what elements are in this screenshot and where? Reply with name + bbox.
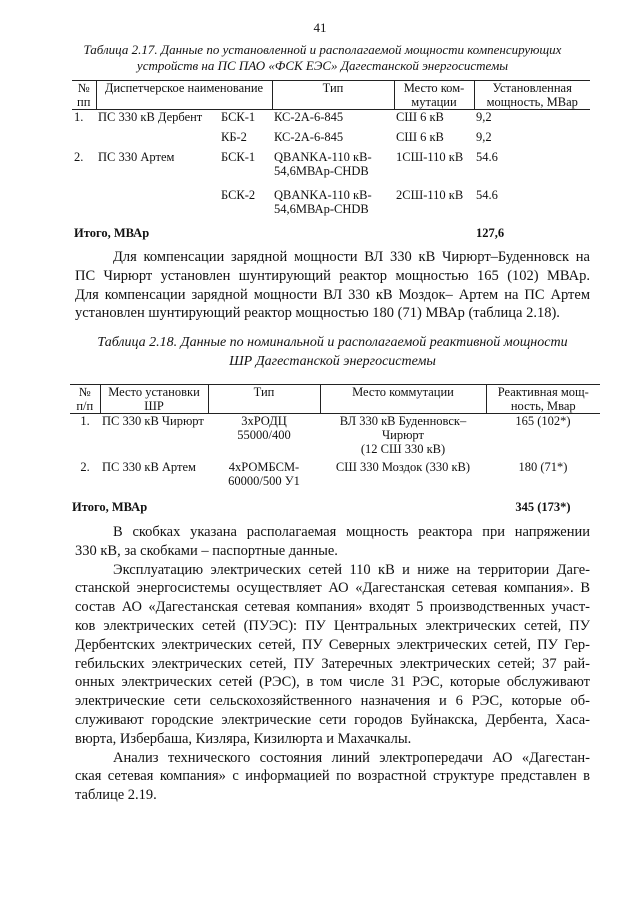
cell-ps: ПС 330 кВ Дербент xyxy=(98,110,203,124)
cell-type: 3хРОДЦ 55000/400 xyxy=(237,414,291,442)
table2-header-type: Тип xyxy=(208,385,320,414)
paragraph-line: Для компенсации зарядной мощности ВЛ 330 кВ Чирюрт–Буденновск на xyxy=(113,249,590,265)
paragraph-line: станской энергосистемы осуществляет АО «Дагестанская сетевая компания». В xyxy=(75,580,590,597)
cell-power: 54.6 xyxy=(476,187,498,202)
cell-place: СШ 6 кВ xyxy=(396,110,444,124)
table-row xyxy=(72,130,590,150)
table2-header-place: Место установки ШР xyxy=(100,385,208,414)
cell-num xyxy=(72,130,96,150)
cell-ps xyxy=(96,188,219,226)
table-row xyxy=(70,460,600,500)
paragraph-line: состав АО «Дагестанская сетевая компания» входят 5 производственных участ- xyxy=(75,599,590,616)
table2-caption xyxy=(70,333,595,371)
cell-num: 1. xyxy=(74,110,84,124)
cell-place: ПС 330 кВ Артем xyxy=(102,459,196,474)
table1-total-label: Итого, МВАр xyxy=(74,225,150,240)
page-number: 41 xyxy=(313,20,327,35)
cell-disp: КБ-2 xyxy=(221,129,247,144)
paragraph-line: 330 кВ, за скобками – паспортные данные. xyxy=(75,542,338,559)
cell-type: КС-2А-6-845 xyxy=(274,129,344,144)
cell-power: 9,2 xyxy=(476,129,492,144)
table1-total-value: 127,6 xyxy=(476,225,505,240)
table2-total-value: 345 (173*) xyxy=(515,499,571,514)
table1-header-row xyxy=(72,81,590,110)
table2-total-label: Итого, МВАр xyxy=(72,499,148,514)
table1-header-place: Место ком- мутации xyxy=(394,81,474,110)
table2-header-num: № п/п xyxy=(70,385,100,414)
table2-caption-line2: ШР Дагестанской энергосистемы xyxy=(229,354,436,369)
table1-caption xyxy=(80,42,565,74)
table1-caption-line1: Таблица 2.17. Данные по установленной и располагаемой мощности компенсирующих xyxy=(83,42,562,57)
cell-power: 165 (102*) xyxy=(515,414,571,428)
cell-disp: БСК-2 xyxy=(221,187,256,202)
paragraph-compensation xyxy=(75,248,590,323)
cell-ps xyxy=(96,130,219,150)
paragraph-line: установлен шунтирующий реактор мощностью 180 (71) МВАр (таблица 2.18). xyxy=(75,305,560,322)
table1-caption-line2: устройств на ПС ПАО «ФСК ЕЭС» Дагестанской энергосистемы xyxy=(136,58,509,73)
table1 xyxy=(72,80,590,246)
paragraph-line: Для компенсации зарядной мощности ВЛ 330 кВ Моздок– Артем на ПС Артем xyxy=(75,286,590,303)
paragraph-line: электрические сети сельскохозяйственного назначения и 6 РЭС, которые об- xyxy=(75,693,590,710)
cell-disp: БСК-1 xyxy=(221,110,256,124)
paragraph-body xyxy=(75,523,590,805)
cell-disp: БСК-1 xyxy=(221,149,256,164)
table-row xyxy=(72,188,590,226)
cell-place: 2СШ-110 кВ xyxy=(396,187,464,202)
paragraph-line: служивают городские электрические сети городов Буйнакска, Дербента, Хаса- xyxy=(75,711,590,728)
paragraph-line: Эксплуатацию электрических сетей 110 кВ и ниже на территории Даге- xyxy=(113,561,590,578)
cell-num: 2. xyxy=(80,459,90,474)
paragraph-line: онных электрических сетей (РЭС), в том числе 31 РЭС, которые обслуживают xyxy=(75,674,590,691)
cell-type: QBANKA-110 кВ- 54,6МВАр-CHDB xyxy=(274,187,372,216)
paragraph-line: ская сетевая компания» с информацией по возрастной структуре представлен в xyxy=(75,768,590,785)
cell-place: ПС 330 кВ Чирюрт xyxy=(102,414,204,428)
table2 xyxy=(70,384,600,522)
paragraph-line: Дербентских электрических сетей, ПУ Северных электрических сетей, ПУ Гер- xyxy=(75,636,590,653)
paragraph-line: В скобках указана располагаемая мощность реактора при напряжении xyxy=(113,524,590,540)
table-row xyxy=(70,414,600,460)
cell-num: 2. xyxy=(74,149,84,164)
table1-header-power: Установленная мощность, МВар xyxy=(474,81,590,110)
cell-ps: ПС 330 Артем xyxy=(98,149,175,164)
table1-total-row xyxy=(72,226,590,246)
paragraph-line: вюрта, Избербаша, Кизляра, Кизилюрта и Махачкалы. xyxy=(75,730,412,747)
paragraph-line: гебильских электрических сетей, ПУ Затеречных электрических сетей; 37 рай- xyxy=(75,655,590,672)
cell-place: 1СШ-110 кВ xyxy=(396,149,464,164)
cell-num: 1. xyxy=(80,414,90,428)
cell-type: QBANKA-110 кВ- 54,6МВАр-CHDB xyxy=(274,149,372,178)
table-row xyxy=(72,150,590,188)
table2-header-row xyxy=(70,385,600,414)
table-row xyxy=(72,110,590,130)
cell-power: 54.6 xyxy=(476,149,498,164)
table1-header-name: Диспетчерское наименование xyxy=(96,81,272,110)
cell-comm: ВЛ 330 кВ Буденновск– Чирюрт (12 СШ 330 кВ) xyxy=(339,414,467,456)
table1-header-type: Тип xyxy=(272,81,394,110)
paragraph-line: ПС Чирюрт установлен шунтирующий реактор мощностью 165 (102) МВАр. xyxy=(75,267,590,284)
table2-caption-line1: Таблица 2.18. Данные по номинальной и располагаемой реактивной мощности xyxy=(97,335,568,350)
paragraph-line: ков электрических сетей (ПУЭС): ПУ Центральных электрических сетей, ПУ xyxy=(75,617,590,634)
table2-total-row xyxy=(70,500,600,522)
cell-comm: СШ 330 Моздок (330 кВ) xyxy=(335,459,471,474)
cell-power: 180 (71*) xyxy=(518,459,568,474)
table1-header-num: № пп xyxy=(72,81,96,110)
table2-header-power: Реактивная мощ- ность, Мвар xyxy=(486,385,600,414)
cell-type: 4хРОМБСМ- 60000/500 У1 xyxy=(228,459,300,488)
cell-num xyxy=(72,188,96,226)
cell-type: КС-2А-6-845 xyxy=(274,110,344,124)
paragraph-line: таблице 2.19. xyxy=(75,787,157,804)
table2-header-comm: Место коммутации xyxy=(320,385,486,414)
cell-power: 9,2 xyxy=(476,110,492,124)
paragraph-line: Анализ технического состояния линий электропередачи АО «Дагестан- xyxy=(113,749,590,766)
cell-place: СШ 6 кВ xyxy=(396,129,444,144)
